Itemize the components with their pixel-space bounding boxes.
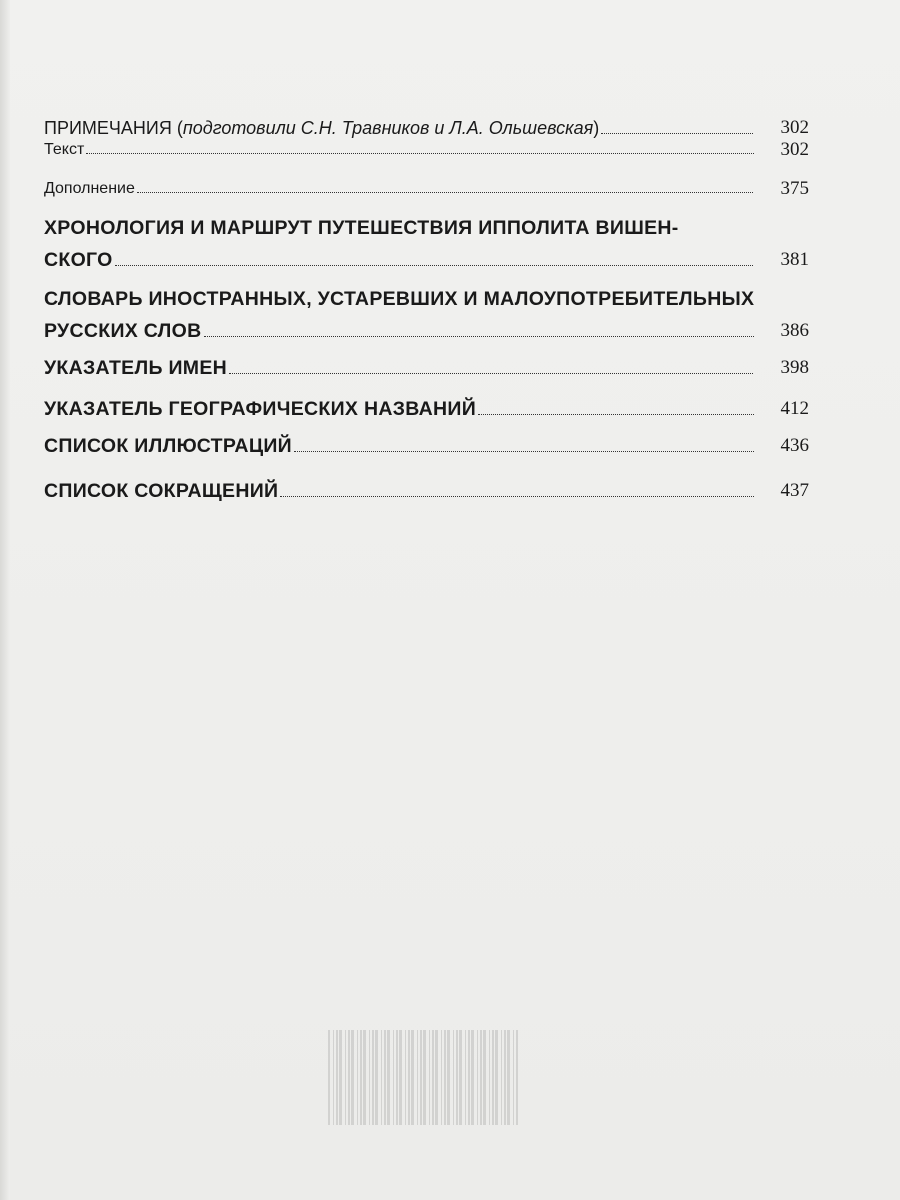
toc-entry-title-text: СПИСОК ИЛЛЮСТРАЦИЙ (44, 435, 292, 457)
dot-leader (294, 450, 754, 452)
toc-entry-page: 398 (780, 357, 809, 378)
toc-entry-name-index (44, 352, 809, 384)
toc-entry-title (44, 134, 754, 166)
toc-entry-glossary (44, 283, 809, 347)
toc-entry-title-line1: ХРОНОЛОГИЯ И МАРШРУТ ПУТЕШЕСТВИЯ ИППОЛИТА ВИШЕН- (44, 217, 679, 239)
toc-entry-title-line2 (44, 244, 754, 276)
toc-entry-title-italic: подготовили С.Н. Травников и Л.А. Ольшевская (182, 118, 594, 138)
dot-leader (280, 495, 754, 497)
dot-leader (86, 152, 754, 154)
toc-entry-text (44, 134, 809, 166)
toc-entry-title-text: РУССКИХ СЛОВ (44, 320, 202, 342)
toc-entry-abbreviations (44, 475, 809, 507)
dot-leader (137, 191, 754, 193)
toc-entry-title (44, 430, 754, 462)
toc-entry-title (44, 475, 754, 507)
toc-entry-page: 412 (780, 398, 809, 419)
toc-entry-page: 386 (780, 320, 809, 341)
dot-leader (204, 335, 754, 337)
toc-entry-title (44, 173, 754, 205)
toc-entry-page: 381 (780, 249, 809, 270)
toc-entry-title-text: СПИСОК СОКРАЩЕНИЙ (44, 480, 279, 502)
toc-entry-title-text: Текст (44, 141, 85, 158)
dot-leader (478, 413, 754, 415)
toc-entry-page: 302 (780, 117, 809, 138)
bleed-through-imprint (330, 540, 730, 606)
toc-entry-geo-index (44, 393, 809, 425)
toc-entry-title-line1: СЛОВАРЬ ИНОСТРАННЫХ, УСТАРЕВШИХ И МАЛОУПОТРЕБИТЕЛЬНЫХ (44, 288, 754, 310)
dot-leader (115, 264, 754, 266)
toc-entry-title-text: УКАЗАТЕЛЬ ИМЕН (44, 357, 228, 379)
toc-entry-title-text: СКОГО (44, 249, 113, 271)
toc-entry-title (44, 352, 754, 384)
toc-entry-title-line2 (44, 315, 754, 347)
toc-entry-chronology (44, 212, 809, 276)
toc-entry-illustrations (44, 430, 809, 462)
bleed-through-barcode (328, 1030, 518, 1125)
toc-entry-title-text: Дополнение (44, 180, 135, 197)
toc-entry-title-text: УКАЗАТЕЛЬ ГЕОГРАФИЧЕСКИХ НАЗВАНИЙ (44, 398, 477, 420)
page-edge (0, 0, 10, 1200)
toc-entry-supplement (44, 173, 809, 205)
toc-entry-title-text: ПРИМЕЧАНИЯ ( (44, 118, 183, 138)
dot-leader (229, 372, 754, 374)
toc-entry-page: 302 (780, 139, 809, 160)
toc-entry-title (44, 393, 754, 425)
toc-entry-page: 436 (780, 435, 809, 456)
toc-entry-title-end: ) (593, 118, 600, 138)
bleed-through-heading (330, 543, 730, 603)
toc-entry-page: 375 (780, 178, 809, 199)
toc-entry-page: 437 (780, 480, 809, 501)
